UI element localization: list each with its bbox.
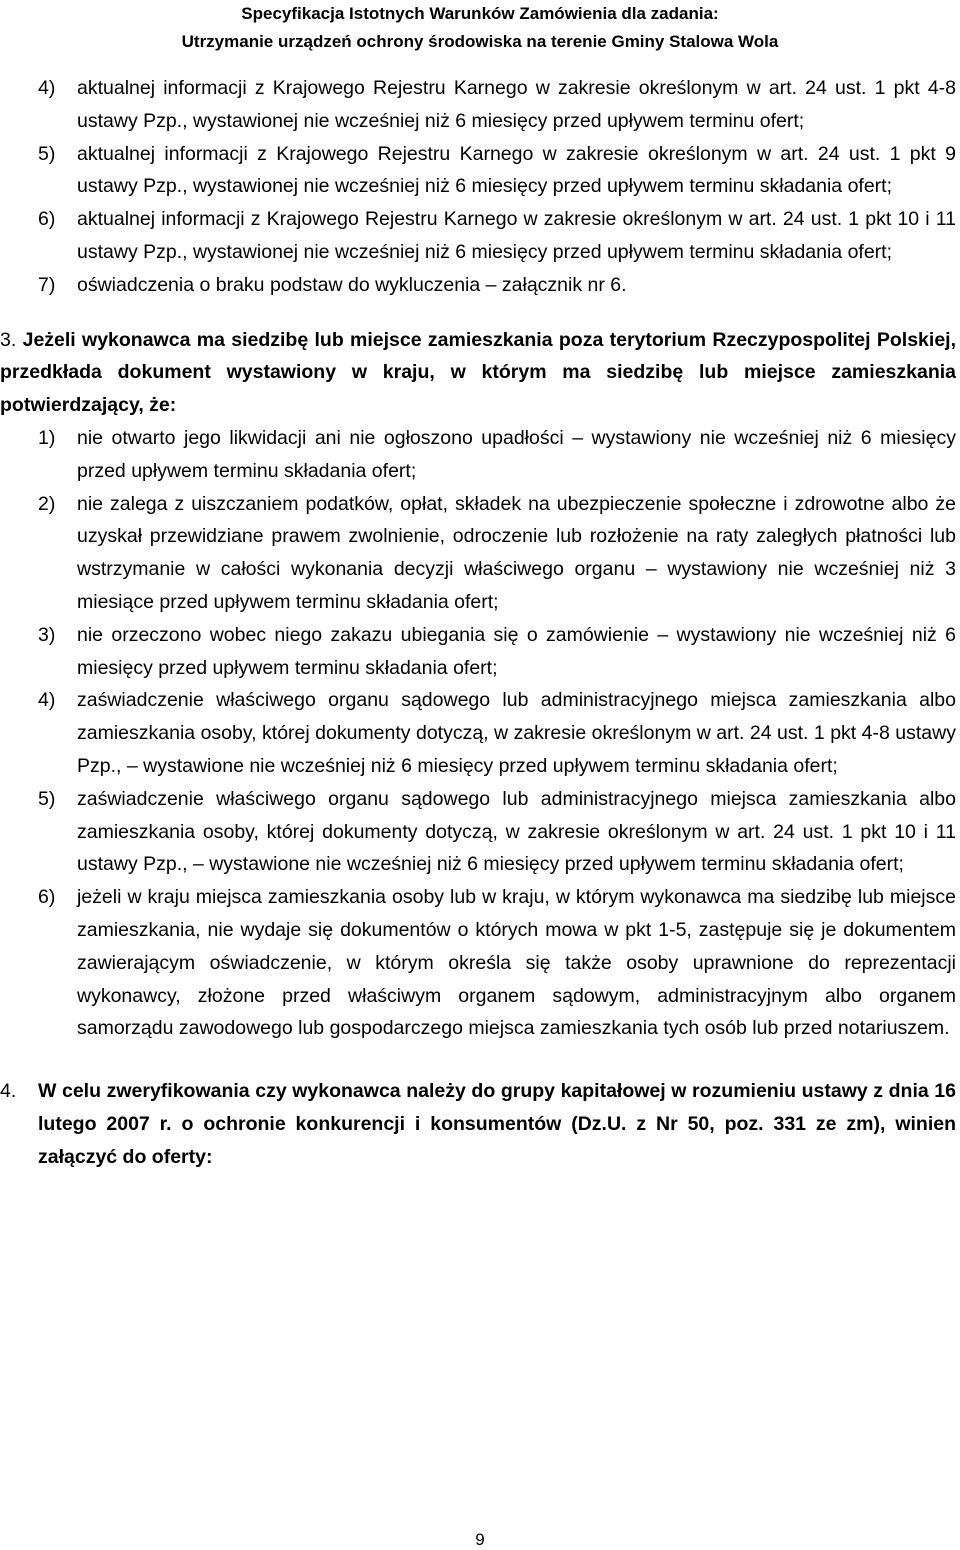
section-4 xyxy=(0,1075,956,1173)
list-item xyxy=(38,422,956,488)
section-heading-text: Jeżeli wykonawca ma siedzibę lub miejsce zamieszkania poza terytorium Rzeczypospolitej Polskiej, przedkłada dokument wystawiony w kraju, w którym ma siedzibę lub miejsce zamieszkania potwierdzający, że: xyxy=(0,328,957,417)
page-number: 9 xyxy=(475,1530,485,1549)
section-heading-text: W celu zweryfikowania czy wykonawca należy do grupy kapitałowej w rozumieniu ustawy z dnia 16 lutego 2007 r. o ochronie konkurencji i konsumentów (Dz.U. z Nr 50, poz. 331 ze zm), winien załączyć do oferty: xyxy=(38,1080,956,1168)
list-item-number: 2) xyxy=(38,492,56,515)
header-line-2: Utrzymanie urządzeń ochrony środowiska na terenie Gminy Stalowa Wola xyxy=(181,32,779,51)
list-item-number: 3) xyxy=(38,623,56,646)
list-item xyxy=(38,138,956,204)
list-item xyxy=(38,72,956,138)
page-header xyxy=(0,0,960,56)
list-item-number: 7) xyxy=(38,273,56,296)
section-number: 3. xyxy=(0,328,17,351)
list-item-number: 4) xyxy=(38,77,56,99)
list-item-number: 4) xyxy=(38,689,56,712)
list-item xyxy=(38,619,956,685)
list-item-text: jeżeli w kraju miejsca zamieszkania osoby lub w kraju, w którym wykonawca ma siedzibę lub miejsce zamieszkania, nie wydaje się dokumentów o których mowa w pkt 1-5, zastępuje się je dokumentem zawierającym oświadczenie, w którym określa się także osoby uprawnione do reprezentacji wykonawcy, złożone przed właściwym organem sądowym, administracyjnym albo organem samorządu zawodowego lub gospodarczego miejsca zamieszkania tych osób lub przed notariuszem. xyxy=(77,886,956,1040)
list-item-text: zaświadczenie właściwego organu sądowego lub administracyjnego miejsca zamieszkania albo zamieszkania osoby, której dokumenty dotyczą, w zakresie określonym w art. 24 ust. 1 pkt 4-8 ustawy Pzp., – wystawione nie wcześniej niż 6 miesięcy przed upływem terminu składania ofert; xyxy=(77,689,956,777)
list-item-text: nie orzeczono wobec niego zakazu ubiegania się o zamówienie – wystawiony nie wcześniej niż 6 miesięcy przed upływem terminu składania ofert; xyxy=(77,623,956,679)
list-item-text: zaświadczenie właściwego organu sądowego lub administracyjnego miejsca zamieszkania albo zamieszkania osoby, której dokumenty dotyczą, w zakresie określonym w art. 24 ust. 1 pkt 10 i 11 ustawy Pzp., – wystawione nie wcześniej niż 6 miesięcy przed upływem terminu składania ofert; xyxy=(77,787,956,876)
list-item-number: 5) xyxy=(38,787,56,810)
list-item-number: 6) xyxy=(38,886,56,909)
list-item xyxy=(38,881,956,1045)
list-item-number: 5) xyxy=(38,142,56,165)
list-item-number: 1) xyxy=(38,426,56,449)
document-body xyxy=(0,72,957,1174)
list-item xyxy=(38,684,956,782)
requirements-list xyxy=(38,72,956,302)
list-item xyxy=(38,783,956,881)
section-number: 4. xyxy=(0,1080,17,1103)
list-item xyxy=(38,488,956,619)
section-3-heading xyxy=(0,324,956,422)
list-item-text: nie zalega z uiszczaniem podatków, opłat, składek na ubezpieczenie społeczne i zdrowotne albo że uzyskał przewidziane prawem zwolnienie, odroczenie lub rozłożenie na raty zaległych płatności lub wstrzymanie w całości wykonania decyzji właściwego organu – wystawiony nie wcześniej niż 3 miesiące przed upływem terminu składania ofert; xyxy=(77,492,956,613)
section-3-list xyxy=(38,422,956,1045)
list-item-text: aktualnej informacji z Krajowego Rejestru Karnego w zakresie określonym w art. 24 ust. 1 pkt 10 i 11 ustawy Pzp., wystawionej nie wcześniej niż 6 miesięcy przed upływem terminu składania ofert; xyxy=(77,208,956,263)
list-item-text: aktualnej informacji z Krajowego Rejestru Karnego w zakresie określonym w art. 24 ust. 1 pkt 9 ustawy Pzp., wystawionej nie wcześniej niż 6 miesięcy przed upływem terminu składania ofert; xyxy=(77,142,956,198)
list-item-number: 6) xyxy=(38,208,56,231)
list-item-text: oświadczenia o braku podstaw do wykluczenia – załącznik nr 6. xyxy=(77,273,627,296)
section-3 xyxy=(0,324,956,1046)
section-4-heading xyxy=(0,1075,956,1173)
list-item-text: nie otwarto jego likwidacji ani nie ogłoszono upadłości – wystawiony nie wcześniej niż 6 miesięcy przed upływem terminu składania ofert; xyxy=(77,426,956,482)
list-item xyxy=(38,269,956,302)
header-line-1: Specyfikacja Istotnych Warunków Zamówienia dla zadania: xyxy=(241,4,719,23)
list-item-text: aktualnej informacji z Krajowego Rejestru Karnego w zakresie określonym w art. 24 ust. 1 pkt 4-8 ustawy Pzp., wystawionej nie wcześniej niż 6 miesięcy przed upływem terminu ofert; xyxy=(77,77,956,132)
list-item xyxy=(38,203,956,269)
